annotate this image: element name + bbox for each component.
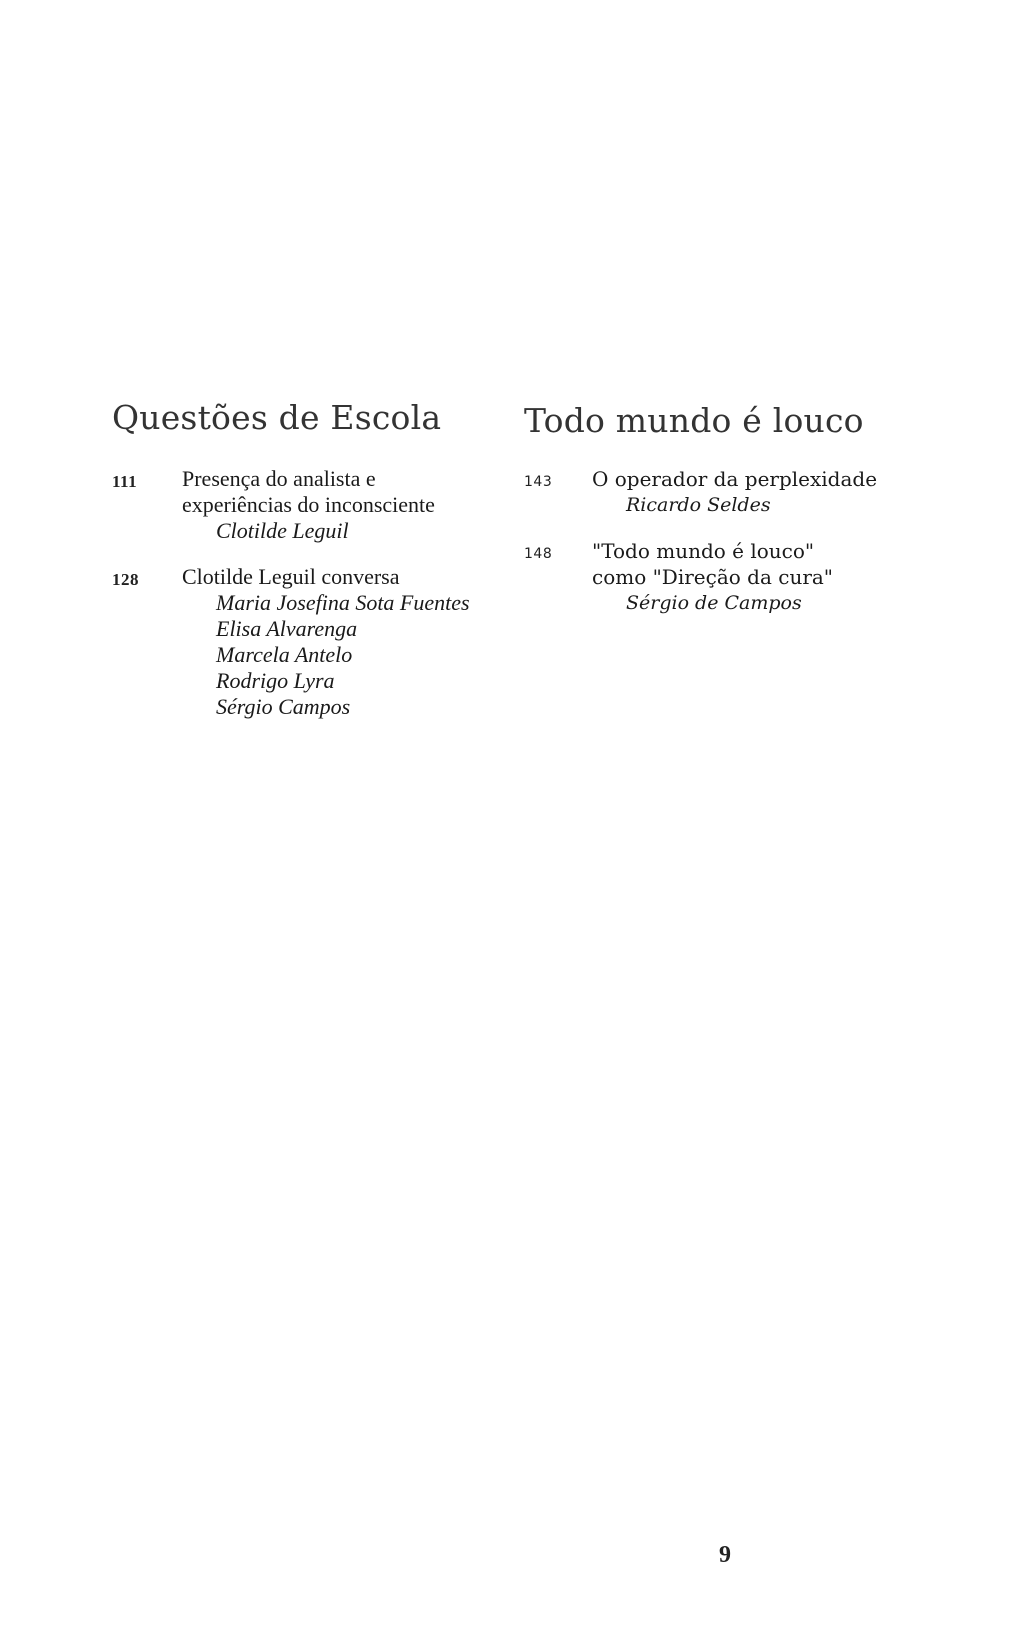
entry-page-number: 148	[524, 546, 553, 562]
entry-authors	[626, 492, 954, 518]
toc-entry[interactable]	[112, 564, 512, 720]
entry-title-line: Clotilde Leguil conversa	[182, 564, 400, 589]
entry-author: Elisa Alvarenga	[216, 616, 358, 641]
entry-body	[592, 538, 954, 616]
entry-title-line: O operador da perplexidade	[592, 467, 878, 491]
entry-author: Clotilde Leguil	[216, 518, 349, 543]
entry-page-number: 128	[112, 570, 139, 589]
entry-page-number: 111	[112, 472, 138, 491]
page-number-folio: 9	[719, 1542, 731, 1568]
toc-entry[interactable]	[524, 538, 954, 616]
entry-author: Marcela Antelo	[216, 642, 353, 667]
entry-author: Sérgio de Campos	[626, 592, 802, 614]
entry-title-line: Presença do analista e	[182, 466, 376, 491]
entry-body	[182, 466, 512, 544]
section-title-todo-mundo-e-louco: Todo mundo é louco	[524, 401, 864, 440]
entry-author: Sérgio Campos	[216, 694, 351, 719]
entry-author: Ricardo Seldes	[626, 494, 771, 516]
entry-title	[182, 466, 512, 518]
entry-title-line: "Todo mundo é louco"	[592, 539, 815, 563]
entry-body	[592, 466, 954, 518]
toc-entry[interactable]	[524, 466, 954, 518]
entry-title-line: como "Direção da cura"	[592, 565, 834, 589]
entry-author: Maria Josefina Sota Fuentes	[216, 590, 470, 615]
entry-page-number: 143	[524, 474, 553, 490]
section-title-questoes-de-escola: Questões de Escola	[112, 398, 442, 437]
entry-title-line: experiências do inconsciente	[182, 492, 435, 517]
entry-title	[182, 564, 512, 590]
entry-authors	[216, 518, 512, 544]
entry-body	[182, 564, 512, 720]
right-column	[524, 398, 954, 636]
entry-author: Rodrigo Lyra	[216, 668, 335, 693]
entry-authors	[626, 590, 954, 616]
entry-title	[592, 466, 954, 492]
entry-title	[592, 538, 954, 590]
toc-entry[interactable]	[112, 466, 512, 544]
left-column	[112, 398, 512, 740]
entry-authors	[216, 590, 512, 720]
